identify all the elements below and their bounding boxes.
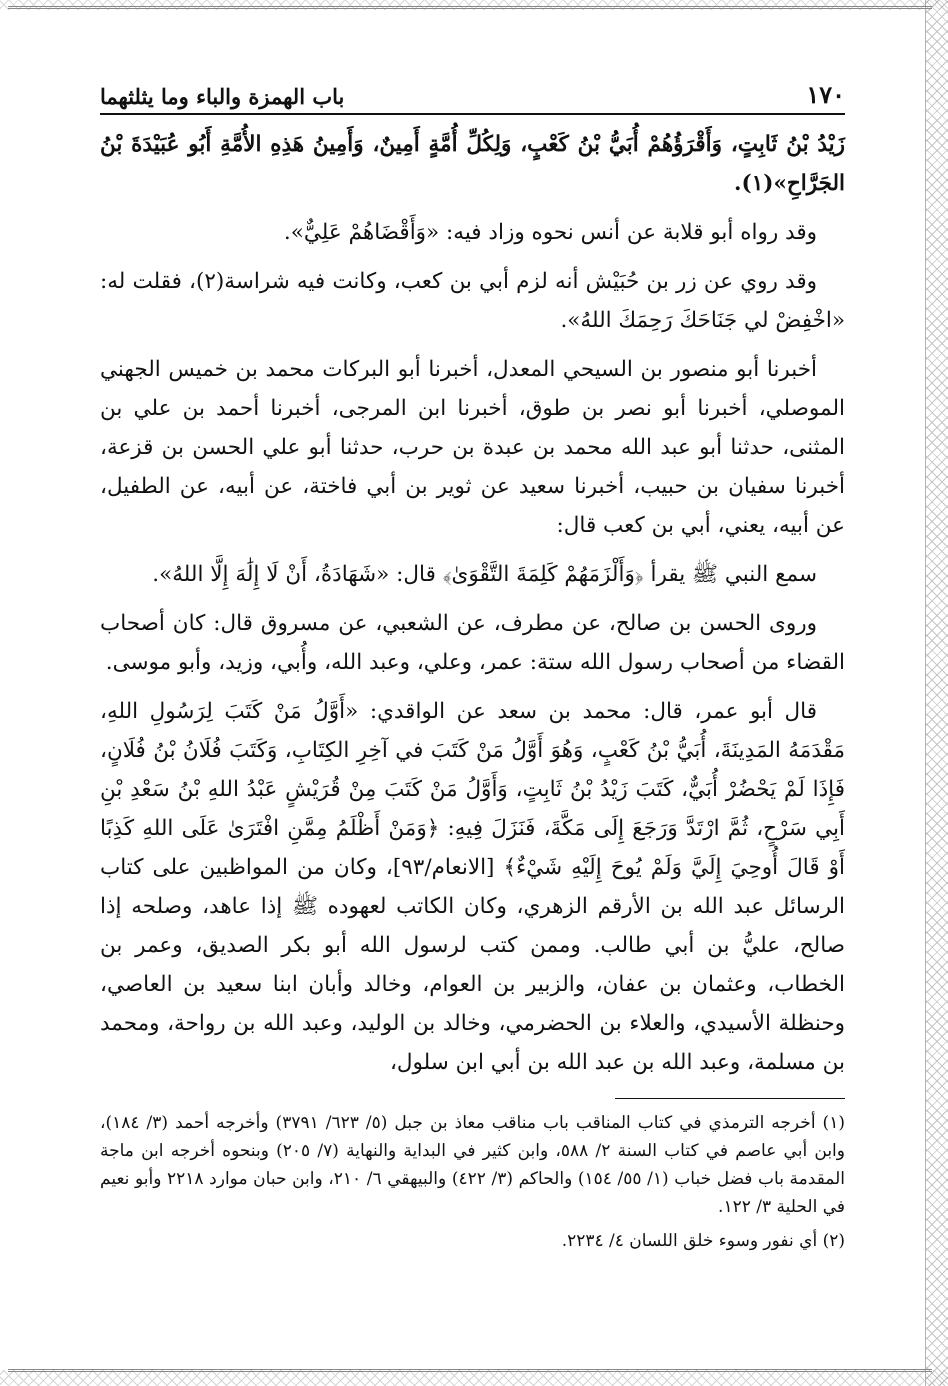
page-header	[100, 80, 845, 115]
book-page	[100, 80, 845, 1255]
hadith-continuation: زَيْدُ بْنُ ثَابِتٍ، وَأَقْرَؤُهُمْ أُبَيُّ بْنُ كَعْبٍ، وَلِكُلِّ أُمَّةٍ أَمِينٌ، وَأَمِينُ هَذِهِ الأُمَّةِ أَبُو عُبَيْدَةَ بْنُ الجَرَّاحِ»(١).	[100, 132, 845, 196]
scribes-paragraph: قال أبو عمر، قال: محمد بن سعد عن الواقدي: «أَوَّلُ مَنْ كَتَبَ لِرَسُولِ اللهِ، مَقْدَمَهُ المَدِينَةَ، أُبَيُّ بْنُ كَعْبٍ، وَهُوَ أَوَّلُ مَنْ كَتَبَ في آخِرِ الكِتَابِ، وَكَتَبَ فُلَانُ بْنُ فُلَانٍ، فَإِذَا لَمْ يَحْضُرْ أُبَيٌّ، كَتَبَ زَيْدُ بْنُ ثَابِتٍ، وَأَوَّلُ مَنْ كَتَبَ مِنْ قُرَيْشٍ عَبْدُ اللهِ بْنُ سَعْدِ بْنِ أَبِي سَرْحٍ، ثُمَّ ارْتَدَّ وَرَجَعَ إِلَى مَكَّةَ، فَنَزَلَ فِيهِ: ﴿وَمَنْ أَظْلَمُ مِمَّنِ افْتَرَىٰ عَلَى اللهِ كَذِبًا أَوْ قَالَ أُوحِيَ إِلَيَّ وَلَمْ يُوحَ إِلَيْهِ شَيْءٌ﴾ [الانعام/٩٣]، وكان من المواظبين على كتاب الرسائل عبد الله بن الأرقم الزهري، وكان الكاتب لعهوده ﷺ إذا عاهد، وصلحه إذا صالح، عليُّ بن أبي طالب. وممن كتب لرسول الله أبو بكر الصديق، وعمر بن الخطاب، وعثمان بن عفان، والزبير بن العوام، وخالد وأبان ابنا سعيد بن العاصي، وحنظلة الأسيدي، والعلاء بن الحضرمي، وخالد بن الوليد، وعبد الله بن رواحة، ومحمد بن مسلمة، وعبد الله بن عبد الله بن أبي ابن سلول،	[100, 699, 845, 1075]
running-title: باب الهمزة والباء وما يثلثهما	[100, 84, 345, 109]
prophet-recitation: سمع النبي ﷺ يقرأ ﴿وَأَلْزَمَهُمْ كَلِمَةَ التَّقْوَىٰ﴾ قال: «شَهَادَةُ، أَنْ لَا إِلَٰهَ إِلَّا اللهُ».	[152, 562, 817, 587]
narration-zirr: وقد روي عن زر بن حُبَيْش أنه لزم أبي بن كعب، وكانت فيه شراسة(٢)، فقلت له: «اخْفِضْ لي جَنَاحَكَ رَحِمَكَ اللهُ».	[100, 269, 845, 333]
footnote-2: (٢) أي نفور وسوء خلق اللسان ٤/ ٢٢٣٤.	[561, 1231, 845, 1251]
decorative-border-bottom	[0, 1370, 948, 1386]
narration-abu-qilaba: وقد رواه أبو قلابة عن أنس نحوه وزاد فيه: «وَأَقْضَاهُمْ عَلِيٌّ».	[283, 220, 817, 245]
isnad-paragraph: أخبرنا أبو منصور بن السيحي المعدل، أخبرنا أبو البركات محمد بن خميس الجهني الموصلي، أخبرنا أبو نصر بن طوق، أخبرنا ابن المرجى، أخبرنا أحمد بن علي بن المثنى، حدثنا أبو عبد الله محمد بن عبدة بن حرب، حدثنا أبو علي الحسن بن قزعة، أخبرنا سفيان بن حبيب، أخبرنا سعيد عن ثوير بن أبي فاختة، عن أبيه، عن الطفيل، عن أبيه، يعني، أبي بن كعب قال:	[100, 357, 845, 538]
page-number: ١٧٠	[806, 80, 845, 109]
footnote-1: (١) أخرجه الترمذي في كتاب المناقب باب مناقب معاذ بن جبل (٥/ ٦٢٣/ ٣٧٩١) وأخرجه أحمد (٣/ ١٨٤)، وابن أبي عاصم في كتاب السنة ٢/ ٥٨٨، وابن كثير في البداية والنهاية (٧/ ٢٠٥) وبنحوه أخرجه ابن ماجة المقدمة باب فضل خباب (١/ ٥٥/ ١٥٤) والحاكم (٣/ ٤٢٢) والبيهقي ٦/ ٢١٠، وابن حبان موارد ٢٢١٨ وأبو نعيم في الحلية ٣/ ١٢٢.	[100, 1113, 846, 1217]
footnote-divider	[615, 1098, 845, 1099]
judges-paragraph: وروى الحسن بن صالح، عن مطرف، عن الشعبي، عن مسروق قال: كان أصحاب القضاء من أصحاب رسول الله ستة: عمر، وعلي، وعبد الله، وأُبي، وزيد، وأبو موسى.	[100, 611, 845, 675]
